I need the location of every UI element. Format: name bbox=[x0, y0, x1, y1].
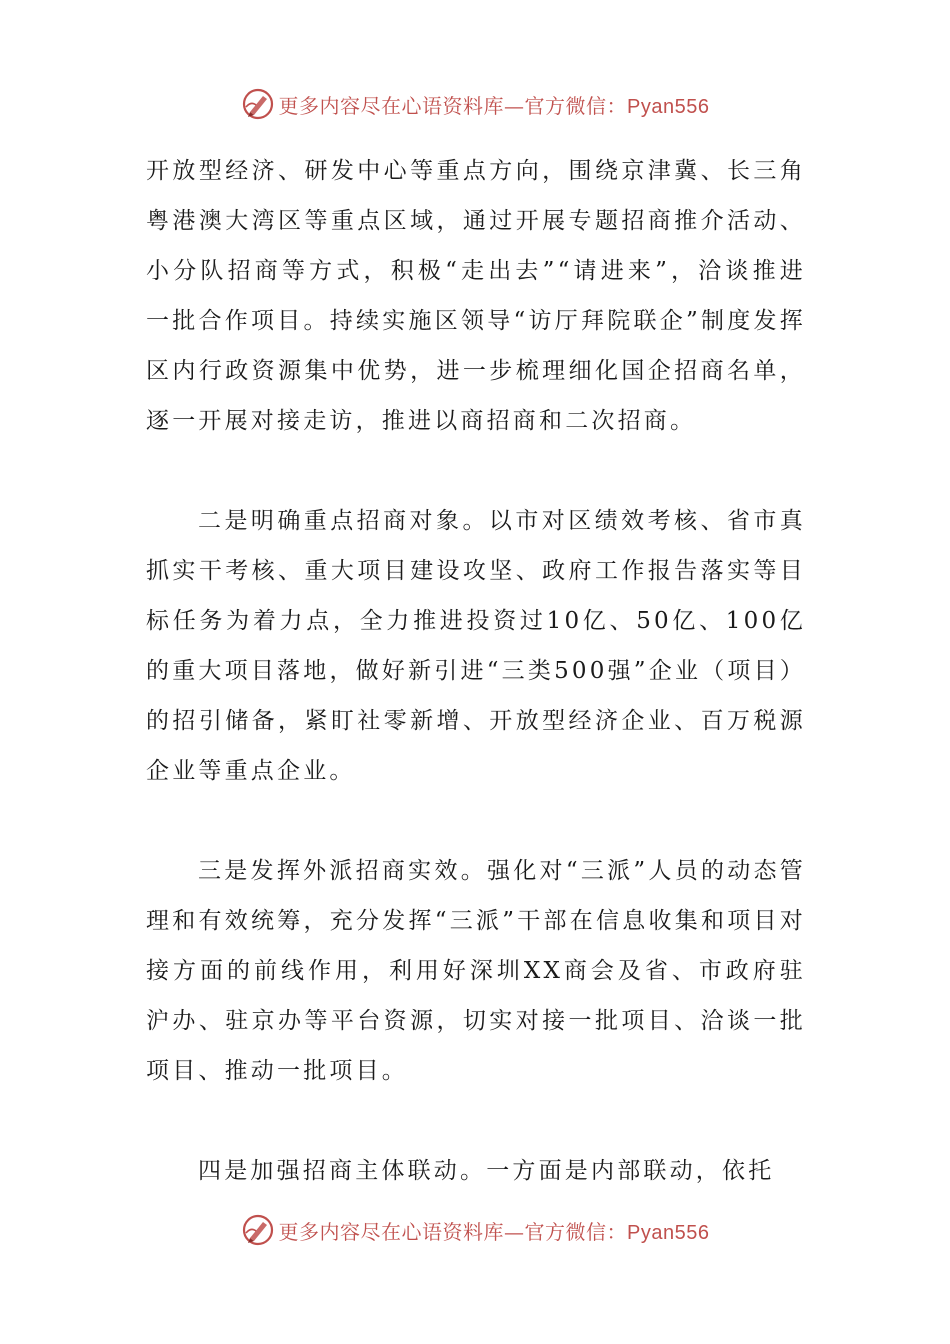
pen-logo-icon bbox=[241, 87, 275, 121]
page-header bbox=[0, 86, 950, 122]
page-footer bbox=[0, 1212, 950, 1248]
header-text: 更多内容尽在心语资料库—官方微信：Pyan556 bbox=[278, 93, 710, 118]
footer-text: 更多内容尽在心语资料库—官方微信：Pyan556 bbox=[278, 1219, 710, 1244]
paragraph-3: 三是发挥外派招商实效。强化对“三派”人员的动态管理和有效统筹，充分发挥“三派”干部在信息收集和项目对接方面的前线作用，利用好深圳XX商会及省、市政府驻沪办、驻京办等平台资源，切实对接一批项目、洽谈一批项目、推动一批项目。 bbox=[146, 858, 806, 1084]
pen-logo-icon bbox=[241, 1213, 275, 1247]
paragraph-1: 开放型经济、研发中心等重点方向，围绕京津冀、长三角粤港澳大湾区等重点区域，通过开展专题招商推介活动、小分队招商等方式，积极“走出去”“请进来”，洽谈推进一批合作项目。持续实施区领导“访厅拜院联企”制度发挥区内行政资源集中优势，进一步梳理细化国企招商名单，逐一开展对接走访，推进以商招商和二次招商。 bbox=[146, 158, 806, 434]
header-wechat-id: Pyan556 bbox=[627, 95, 710, 118]
paragraph-2: 二是明确重点招商对象。以市对区绩效考核、省市真抓实干考核、重大项目建设攻坚、政府工作报告落实等目标任务为着力点，全力推进投资过10亿、50亿、100亿的重大项目落地，做好新引进“三类500强”企业（项目）的招引储备，紧盯社零新增、开放型经济企业、百万税源企业等重点企业。 bbox=[146, 508, 806, 784]
document-body bbox=[146, 146, 806, 1196]
footer-wechat-id: Pyan556 bbox=[627, 1221, 710, 1244]
paragraph-4: 四是加强招商主体联动。一方面是内部联动，依托 bbox=[198, 1158, 775, 1184]
